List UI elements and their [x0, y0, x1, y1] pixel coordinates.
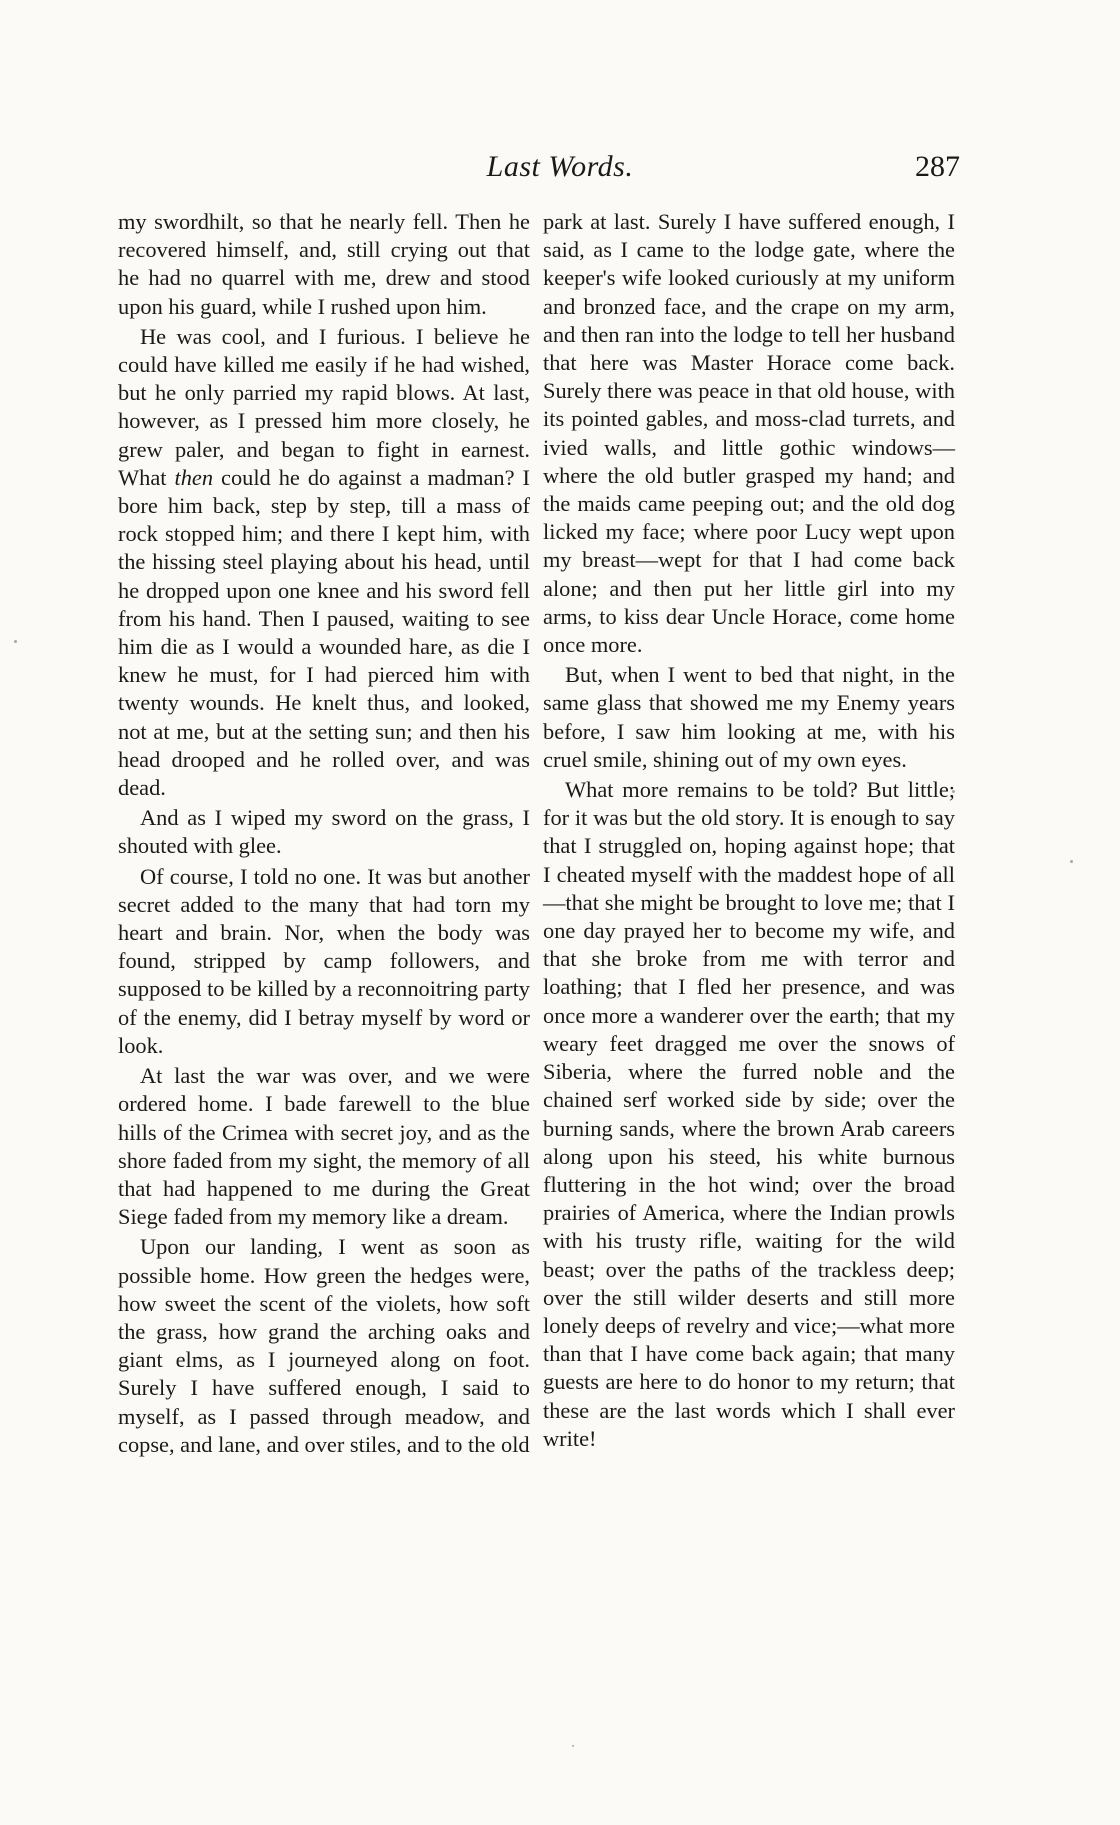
paragraph: park at last. Surely I have suffered enough, I said, as I came to the lodge gate, where the keeper's wife looked curiously at my uniform and bronzed face, and the crape on my arm, and then ran into the lodge to tell her husband that here was Master Horace come back. Surely there was peace in that old house, with its pointed gables, and moss-clad turrets, and ivied walls, and little gothic windows—where the old butler grasped my hand; and the maids came peeping out; and the old dog licked my face; where poor Lucy wept upon my breast—wept for that I had come back alone; and then put her little girl into my arms, to kiss dear Uncle Horace, come home once more. [543, 209, 955, 658]
left-column [118, 208, 530, 1461]
emphasis-text: then [174, 464, 214, 490]
paragraph-text: could he do against a madman? I bore him back, step by step, till a mass of rock stopped him; and there I kept him, with the hissing steel playing about his head, until he dropped upon one knee and his sword fell from his hand. Then I paused, waiting to see him die as I would a wounded hare, as die I knew he must, for I had pierced him with twenty wounds. He knelt thus, and looked, not at me, but at the setting sun; and then his head drooped and he rolled over, and was dead. [118, 464, 530, 801]
paragraph: my swordhilt, so that he nearly fell. Then he recovered himself, and, still crying out that he had no quarrel with me, drew and stood upon his guard, while I rushed upon him. [118, 209, 530, 319]
paragraph [118, 323, 530, 802]
right-column [543, 208, 955, 1455]
paragraph: What more remains to be told? But little; for it was but the old story. It is enough to say that I struggled on, hoping against hope; that I cheated myself with the maddest hope of all—that she might be brought to love me; that I one day prayed her to become my wife, and that she broke from me with terror and loathing; that I fled her presence, and was once more a wanderer over the earth; that my weary feet dragged me over the snows of Siberia, where the furred noble and the chained serf worked side by side; over the burning sands, where the brown Arab careers along upon his steed, his white burnous fluttering in the hot wind; over the broad prairies of America, where the Indian prowls with his trusty rifle, waiting for the wild beast; over the paths of the trackless deep; over the still wilder deserts and still more lonely deeps of revelry and vice;—what more than that I have come back again; that many guests are here to do honor to my return; that these are the last words which I shall ever write! [543, 777, 955, 1451]
paragraph-text: He was cool, and I furious. I believe he could have killed me easily if he had wished, but he only parried my rapid blows. At last, however, as I pressed him more closely, he grew paler, and began to fight in earnest. What [118, 323, 530, 490]
speck [14, 640, 17, 643]
speck [572, 1745, 574, 1747]
page-number: 287 [915, 150, 960, 183]
paragraph: At last the war was over, and we were ordered home. I bade farewell to the blue hills of the Crimea with secret joy, and as the shore faded from my sight, the memory of all that had happened to me during the Great Siege faded from my memory like a dream. [118, 1063, 530, 1230]
paragraph: Upon our landing, I went as soon as possible home. How green the hedges were, how sweet the scent of the violets, how soft the grass, how grand the arching oaks and giant elms, as I journeyed along on foot. Surely I have suffered enough, I said to myself, as I passed through meadow, and copse, and lane, and over stiles, and to the old [118, 1234, 530, 1457]
paragraph: Of course, I told no one. It was but another secret added to the many that had torn my heart and brain. Nor, when the body was found, stripped by camp followers, and supposed to be killed by a reconnoitring party of the enemy, did I betray myself by word or look. [118, 863, 530, 1058]
paragraph: But, when I went to bed that night, in the same glass that showed me my Enemy years before, I saw him looking at me, with his cruel smile, shining out of my own eyes. [543, 662, 955, 772]
speck [1070, 860, 1073, 863]
paragraph: And as I wiped my sword on the grass, I shouted with glee. [118, 805, 530, 859]
speck [952, 790, 955, 793]
running-title: Last Words. [486, 150, 634, 183]
